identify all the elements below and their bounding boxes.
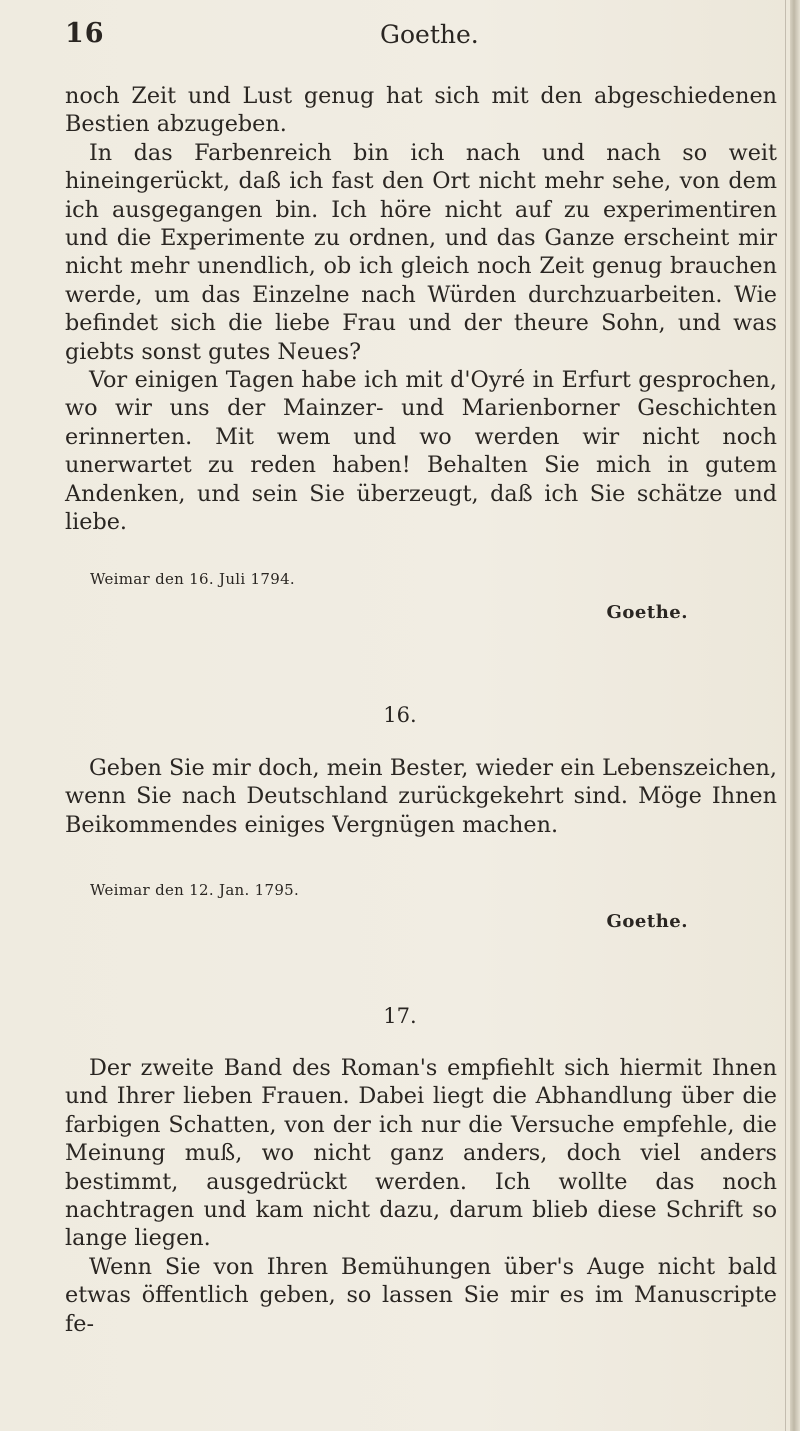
letter-number: 17. bbox=[383, 1004, 417, 1028]
dateline: Weimar den 16. Juli 1794. bbox=[90, 570, 295, 588]
letter-16-body bbox=[65, 754, 777, 839]
paragraph: Wenn Sie von Ihren Bemühungen über's Auge nicht bald etwas öffentlich geben, so lassen Sie mir es im Manuscripte fe- bbox=[65, 1253, 777, 1337]
letter-15-body bbox=[65, 82, 777, 537]
paragraph: Der zweite Band des Roman's empfiehlt sich hiermit Ihnen und Ihrer lieben Frauen. Dabei liegt die Abhandlung über die farbigen Schatten, von der ich nur die Versuche empfehle, die Meinung muß, wo nicht ganz anders, doch viel anders bestimmt, ausgedrückt werden. Ich wollte das noch nachtragen und kam nicht dazu, darum blieb diese Schrift so lange liegen. bbox=[65, 1055, 777, 1252]
letter-number: 16. bbox=[383, 703, 417, 727]
running-head: Goethe. bbox=[380, 20, 479, 49]
letter-17-body bbox=[65, 1054, 777, 1338]
page-edge-line bbox=[785, 0, 786, 1431]
dateline: Weimar den 12. Jan. 1795. bbox=[90, 881, 300, 899]
signature: Goethe. bbox=[606, 911, 688, 932]
paragraph: In das Farbenreich bin ich nach und nach so weit hineingerückt, daß ich fast den Ort nicht mehr sehe, von dem ich ausgegangen bin. Ich höre nicht auf zu experimentiren und die Experimente zu ordnen, und das Ganze erscheint mir nicht mehr unendlich, ob ich gleich noch Zeit genug brauchen werde, um das Einzelne nach Würden durchzuarbeiten. Wie befindet sich die liebe Frau und der theure Sohn, und was giebts sonst gutes Neues? bbox=[65, 139, 777, 365]
paragraph: noch Zeit und Lust genug hat sich mit den abgeschiedenen Bestien abzugeben. bbox=[65, 83, 777, 138]
paragraph: Geben Sie mir doch, mein Bester, wieder ein Lebenszeichen, wenn Sie nach Deutschland zurückgekehrt sind. Möge Ihnen Beikommendes einiges Vergnügen machen. bbox=[65, 755, 777, 838]
page-edge bbox=[790, 0, 800, 1431]
page-header bbox=[65, 18, 752, 58]
signature: Goethe. bbox=[606, 602, 688, 623]
page-number: 16 bbox=[65, 18, 105, 49]
paragraph: Vor einigen Tagen habe ich mit d'Oyré in Erfurt gesprochen, wo wir uns der Mainzer- und Marienborner Geschichten erinnerten. Mit wem und wo werden wir nicht noch unerwartet zu reden haben! Behalten Sie mich in gutem Andenken, und sein Sie überzeugt, daß ich Sie schätze und liebe. bbox=[65, 367, 777, 536]
